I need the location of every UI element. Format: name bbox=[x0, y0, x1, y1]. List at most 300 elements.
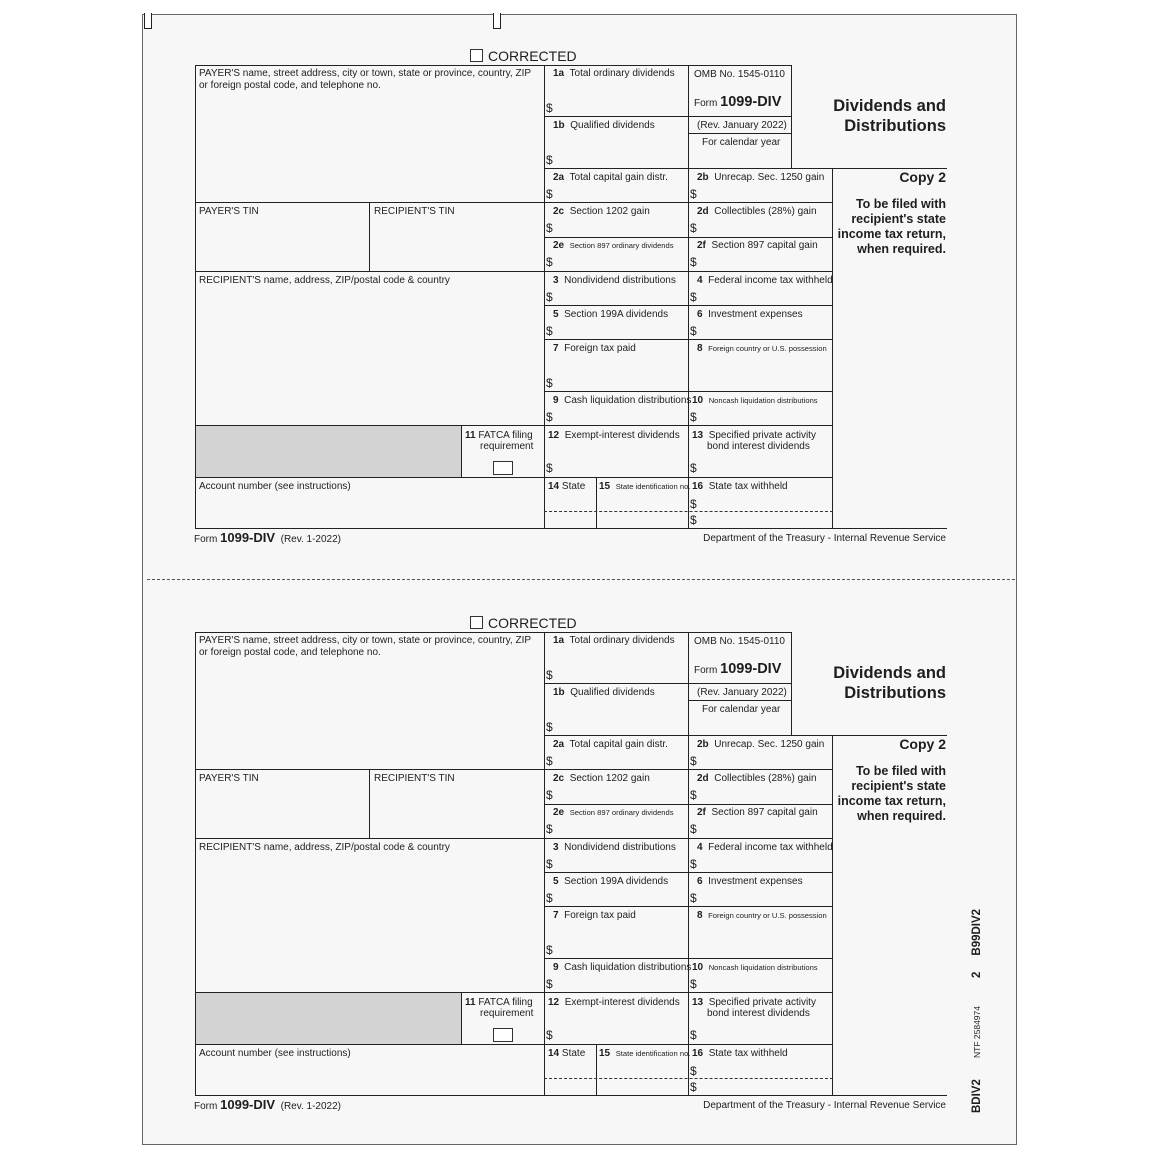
recipient-name-field[interactable] bbox=[197, 856, 542, 990]
form-grid-line bbox=[544, 735, 947, 736]
form-grid-line bbox=[195, 1095, 947, 1096]
box-7-dollar-sign: $ bbox=[546, 943, 553, 957]
text-part: 1099-DIV bbox=[220, 530, 276, 545]
text-part: Specified private activity bbox=[708, 997, 816, 1008]
box-16-field-line2[interactable] bbox=[700, 513, 830, 527]
box-2c-label bbox=[553, 206, 650, 218]
box-1a-field[interactable] bbox=[556, 667, 686, 681]
form-grid-line bbox=[832, 168, 833, 529]
box-7-label bbox=[553, 910, 636, 922]
form-grid-line bbox=[544, 305, 833, 306]
text-part: Cash liquidation distributions bbox=[564, 962, 692, 973]
text-part: 8 bbox=[697, 343, 703, 354]
text-part: 6 bbox=[697, 876, 703, 887]
text-part: State bbox=[561, 481, 586, 492]
recipient-tin-label: RECIPIENT'S TIN bbox=[374, 206, 455, 217]
box-10-field[interactable] bbox=[700, 409, 830, 423]
account-number-field[interactable] bbox=[197, 495, 542, 526]
box-8-label bbox=[697, 910, 827, 922]
payer-name-label: PAYER'S name, street address, city or town, state or province, country, ZIP bbox=[199, 635, 532, 646]
payer-name-field[interactable] bbox=[197, 662, 542, 767]
form-id bbox=[694, 661, 782, 677]
form-grid-line bbox=[791, 632, 792, 735]
text-part: Section 897 ordinary dividends bbox=[569, 241, 674, 250]
text-part: Nondividend distributions bbox=[564, 275, 676, 286]
form-grid-line bbox=[544, 804, 833, 805]
box-13-label bbox=[692, 430, 816, 442]
text-part: 15 bbox=[599, 1048, 611, 1059]
shaded-area bbox=[196, 426, 461, 477]
form-grid-line bbox=[544, 872, 833, 873]
box-16-field-line1[interactable] bbox=[700, 1062, 830, 1077]
box-9-dollar-sign: $ bbox=[546, 977, 553, 991]
box-13-dollar-sign: $ bbox=[690, 1028, 697, 1042]
text-part: 2b bbox=[697, 739, 709, 750]
text-part: 2b bbox=[697, 172, 709, 183]
text-part: Total ordinary dividends bbox=[569, 68, 675, 79]
form-grid-line bbox=[544, 683, 688, 684]
text-part: 5 bbox=[553, 309, 559, 320]
form-title-line2: Distributions bbox=[844, 117, 946, 135]
footer-department: Department of the Treasury - Internal Revenue Service bbox=[703, 533, 946, 544]
corrected-checkbox[interactable] bbox=[470, 616, 483, 629]
form-grid-line bbox=[461, 992, 462, 1044]
box-6-field[interactable] bbox=[700, 323, 830, 337]
text-part: State tax withheld bbox=[708, 481, 788, 492]
box-7-label bbox=[553, 343, 636, 355]
form-grid-line bbox=[195, 838, 833, 839]
box-1a-label bbox=[553, 68, 675, 80]
box-6-label bbox=[697, 309, 803, 321]
box-9-field[interactable] bbox=[556, 409, 686, 423]
copy-desc-line2: recipient's state bbox=[851, 212, 946, 226]
form-grid-line bbox=[544, 958, 833, 959]
payer-name-label: PAYER'S name, street address, city or town, state or province, country, ZIP bbox=[199, 68, 532, 79]
form-grid-line bbox=[195, 1044, 833, 1045]
box-12-label bbox=[548, 997, 680, 1009]
box-9-label bbox=[553, 962, 691, 974]
box-15-label bbox=[599, 1048, 690, 1060]
text-part: 14 bbox=[548, 481, 560, 492]
box-7-field[interactable] bbox=[556, 942, 686, 956]
form-grid-line bbox=[369, 769, 370, 838]
form-grid-line bbox=[791, 65, 792, 168]
box-4-field[interactable] bbox=[700, 856, 830, 870]
text-part: 9 bbox=[553, 395, 559, 406]
calendar-year-label: For calendar year bbox=[702, 137, 781, 148]
box-1b-field[interactable] bbox=[556, 719, 686, 733]
box-2d-dollar-sign: $ bbox=[690, 788, 697, 802]
corrected-label: CORRECTED bbox=[488, 48, 577, 64]
box-2c-dollar-sign: $ bbox=[546, 788, 553, 802]
side-code-bdiv2: BDIV2 bbox=[971, 1079, 983, 1113]
text-part: Investment expenses bbox=[708, 876, 803, 887]
box-2b-dollar-sign: $ bbox=[690, 754, 697, 768]
box-4-field[interactable] bbox=[700, 289, 830, 303]
box-2e-field[interactable] bbox=[556, 254, 686, 268]
payer-tin-label: PAYER'S TIN bbox=[199, 773, 259, 784]
box-1a-label bbox=[553, 635, 675, 647]
text-part: 7 bbox=[553, 910, 559, 921]
box-13-label bbox=[692, 997, 816, 1009]
box-12-dollar-sign: $ bbox=[546, 1028, 553, 1042]
box-2e-field[interactable] bbox=[556, 821, 686, 835]
recipient-name-field[interactable] bbox=[197, 289, 542, 423]
text-part: 13 bbox=[692, 997, 704, 1008]
box-4-dollar-sign: $ bbox=[690, 857, 697, 871]
text-part: 13 bbox=[692, 430, 704, 441]
text-part: Form bbox=[694, 665, 718, 676]
text-part: 2 bbox=[971, 971, 983, 978]
footer-department: Department of the Treasury - Internal Revenue Service bbox=[703, 1100, 946, 1111]
text-part: Foreign country or U.S. possession bbox=[708, 344, 827, 353]
form-grid-line bbox=[544, 237, 833, 238]
account-number-field[interactable] bbox=[197, 1062, 542, 1093]
payer-name-label-line2: or foreign postal code, and telephone no. bbox=[199, 80, 381, 91]
text-part: 10 bbox=[692, 395, 704, 406]
box-2f-field[interactable] bbox=[700, 821, 830, 835]
box-9-field[interactable] bbox=[556, 976, 686, 990]
text-part: 1b bbox=[553, 687, 565, 698]
corrected-checkbox[interactable] bbox=[470, 49, 483, 62]
box-12-field[interactable] bbox=[556, 460, 686, 475]
box-2a-field[interactable] bbox=[556, 186, 686, 200]
box-2d-field[interactable] bbox=[700, 220, 830, 234]
box-15-field-line2[interactable] bbox=[598, 513, 686, 527]
text-part: 1a bbox=[553, 635, 565, 646]
copy-desc-line4: when required. bbox=[857, 242, 946, 256]
text-part: Federal income tax withheld bbox=[708, 275, 833, 286]
text-part: Section 1202 gain bbox=[569, 773, 650, 784]
box-4-label bbox=[697, 842, 833, 854]
box-16-dollar-sign-1: $ bbox=[690, 1064, 697, 1078]
text-part: Collectibles (28%) gain bbox=[714, 773, 817, 784]
box-14-label bbox=[548, 1048, 585, 1060]
box-2d-field[interactable] bbox=[700, 787, 830, 801]
text-part: 11 bbox=[465, 997, 476, 1008]
text-part: (Rev. 1-2022) bbox=[280, 534, 342, 545]
corrected-label: CORRECTED bbox=[488, 615, 577, 631]
side-code-b99div2 bbox=[971, 909, 983, 978]
text-part: 3 bbox=[553, 842, 559, 853]
text-part: 14 bbox=[548, 1048, 560, 1059]
box-6-label bbox=[697, 876, 803, 888]
box-5-field[interactable] bbox=[556, 323, 686, 337]
box-1b-label bbox=[553, 687, 655, 699]
omb-number: OMB No. 1545-0110 bbox=[694, 69, 785, 80]
text-part: 1a bbox=[553, 68, 565, 79]
text-part: Exempt-interest dividends bbox=[564, 997, 680, 1008]
copy-desc-line1: To be filed with bbox=[855, 197, 946, 211]
form-grid-line bbox=[195, 271, 833, 272]
box-10-label bbox=[692, 962, 818, 974]
box-2b-label bbox=[697, 172, 824, 184]
box-1a-dollar-sign: $ bbox=[546, 668, 553, 682]
text-part: 10 bbox=[692, 962, 704, 973]
text-part: Form bbox=[694, 98, 718, 109]
box-2a-field[interactable] bbox=[556, 753, 686, 767]
payer-tin-field[interactable] bbox=[197, 787, 367, 836]
box-15-field-line2[interactable] bbox=[598, 1080, 686, 1094]
box-2a-label bbox=[553, 172, 668, 184]
text-part: State bbox=[561, 1048, 586, 1059]
box-13-field[interactable] bbox=[700, 460, 830, 475]
box-16-field-line1[interactable] bbox=[700, 495, 830, 510]
shaded-area bbox=[196, 993, 461, 1044]
fatca-label bbox=[465, 997, 533, 1009]
footer-form-id bbox=[194, 532, 341, 546]
box-2f-dollar-sign: $ bbox=[690, 822, 697, 836]
box-10-label bbox=[692, 395, 818, 407]
text-part: Foreign country or U.S. possession bbox=[708, 911, 827, 920]
text-part: Section 897 capital gain bbox=[711, 807, 818, 818]
box-3-dollar-sign: $ bbox=[546, 857, 553, 871]
form-title-line1: Dividends and bbox=[833, 97, 946, 115]
box-14-field-line1[interactable] bbox=[546, 1062, 594, 1077]
account-number-label: Account number (see instructions) bbox=[199, 1048, 351, 1059]
text-part: 1099-DIV bbox=[720, 661, 782, 677]
box-2c-dollar-sign: $ bbox=[546, 221, 553, 235]
box-12-field[interactable] bbox=[556, 1027, 686, 1042]
box-2a-dollar-sign: $ bbox=[546, 187, 553, 201]
text-part: 1099-DIV bbox=[720, 94, 782, 110]
recipient-tin-field[interactable] bbox=[372, 220, 542, 269]
box-2e-dollar-sign: $ bbox=[546, 822, 553, 836]
box-8-field[interactable] bbox=[691, 925, 831, 956]
text-part: State identification no. bbox=[615, 482, 691, 491]
box-1a-field[interactable] bbox=[556, 100, 686, 114]
text-part: B99DIV2 bbox=[971, 908, 983, 956]
box-5-dollar-sign: $ bbox=[546, 324, 553, 338]
fatca-checkbox[interactable] bbox=[493, 1028, 513, 1042]
box-2c-field[interactable] bbox=[556, 787, 686, 801]
calendar-year-label: For calendar year bbox=[702, 704, 781, 715]
text-part: 12 bbox=[548, 430, 560, 441]
text-part: 2d bbox=[697, 773, 709, 784]
text-part: 5 bbox=[553, 876, 559, 887]
text-part: Section 1202 gain bbox=[569, 206, 650, 217]
box-13-label-line2: bond interest dividends bbox=[707, 1008, 810, 1019]
text-part: 4 bbox=[697, 275, 703, 286]
text-part: Unrecap. Sec. 1250 gain bbox=[714, 172, 825, 183]
text-part: FATCA filing bbox=[478, 997, 533, 1008]
form-grid-line bbox=[461, 425, 462, 477]
form-title-line1: Dividends and bbox=[833, 664, 946, 682]
copy-label: Copy 2 bbox=[899, 736, 946, 752]
box-9-dollar-sign: $ bbox=[546, 410, 553, 424]
text-part: 12 bbox=[548, 997, 560, 1008]
box-4-label bbox=[697, 275, 833, 287]
box-2b-label bbox=[697, 739, 824, 751]
box-2b-field[interactable] bbox=[700, 753, 830, 767]
box-3-field[interactable] bbox=[556, 289, 686, 303]
box-13-dollar-sign: $ bbox=[690, 461, 697, 475]
box-16-dollar-sign-1: $ bbox=[690, 497, 697, 511]
box-12-label bbox=[548, 430, 680, 442]
text-part: 2a bbox=[553, 172, 565, 183]
box-6-field[interactable] bbox=[700, 890, 830, 904]
text-part: Section 897 ordinary dividends bbox=[569, 808, 674, 817]
box-5-field[interactable] bbox=[556, 890, 686, 904]
fatca-label bbox=[465, 430, 533, 442]
form-id bbox=[694, 94, 782, 110]
box-2c-field[interactable] bbox=[556, 220, 686, 234]
recipient-tin-label: RECIPIENT'S TIN bbox=[374, 773, 455, 784]
text-part: 6 bbox=[697, 309, 703, 320]
text-part: Investment expenses bbox=[708, 309, 803, 320]
account-number-label: Account number (see instructions) bbox=[199, 481, 351, 492]
text-part: 16 bbox=[692, 1048, 704, 1059]
text-part: Section 199A dividends bbox=[564, 876, 669, 887]
form-grid-line bbox=[195, 769, 833, 770]
text-part: Unrecap. Sec. 1250 gain bbox=[714, 739, 825, 750]
box-2b-field[interactable] bbox=[700, 186, 830, 200]
text-part: Section 897 capital gain bbox=[711, 240, 818, 251]
text-part: Qualified dividends bbox=[570, 687, 655, 698]
text-part: 8 bbox=[697, 910, 703, 921]
form-grid-line bbox=[544, 391, 833, 392]
box-2f-field[interactable] bbox=[700, 254, 830, 268]
text-part: Qualified dividends bbox=[570, 120, 655, 131]
box-10-dollar-sign: $ bbox=[690, 410, 697, 424]
box-13-field[interactable] bbox=[700, 1027, 830, 1042]
form-grid-line bbox=[195, 65, 792, 66]
box-3-label bbox=[553, 275, 676, 287]
copy-desc-line2: recipient's state bbox=[851, 779, 946, 793]
box-1b-label bbox=[553, 120, 655, 132]
box-6-dollar-sign: $ bbox=[690, 324, 697, 338]
box-6-dollar-sign: $ bbox=[690, 891, 697, 905]
fatca-label-line2: requirement bbox=[480, 1008, 534, 1019]
text-part: 2c bbox=[553, 773, 565, 784]
box-14-field-line2[interactable] bbox=[546, 1080, 594, 1094]
text-part: 1b bbox=[553, 120, 565, 131]
form-title-line2: Distributions bbox=[844, 684, 946, 702]
box-2b-dollar-sign: $ bbox=[690, 187, 697, 201]
copy-desc-line3: income tax return, bbox=[837, 227, 946, 241]
form-grid-line bbox=[544, 339, 833, 340]
text-part: Foreign tax paid bbox=[564, 910, 636, 921]
copy-desc-line4: when required. bbox=[857, 809, 946, 823]
text-part: Form bbox=[194, 1101, 218, 1112]
recipient-name-label: RECIPIENT'S name, address, ZIP/postal code & country bbox=[199, 275, 450, 286]
box-15-label bbox=[599, 481, 690, 493]
text-part: Section 199A dividends bbox=[564, 309, 669, 320]
form-grid-line bbox=[195, 202, 833, 203]
form-grid-line bbox=[369, 202, 370, 271]
box-14-field-line1[interactable] bbox=[546, 495, 594, 510]
form-grid-line bbox=[544, 168, 947, 169]
box-2c-label bbox=[553, 773, 650, 785]
box-10-field[interactable] bbox=[700, 976, 830, 990]
box-7-field[interactable] bbox=[556, 375, 686, 389]
copy-desc-line1: To be filed with bbox=[855, 764, 946, 778]
text-part: Cash liquidation distributions bbox=[564, 395, 692, 406]
copy-desc-line3: income tax return, bbox=[837, 794, 946, 808]
box-5-dollar-sign: $ bbox=[546, 891, 553, 905]
text-part: Total capital gain distr. bbox=[569, 172, 668, 183]
box-2e-label bbox=[553, 240, 674, 252]
text-part: Form bbox=[194, 534, 218, 545]
text-part: State identification no. bbox=[615, 1049, 691, 1058]
form-grid-line bbox=[544, 906, 833, 907]
text-part: Total ordinary dividends bbox=[569, 635, 675, 646]
form-grid-line bbox=[688, 133, 791, 134]
box-13-label-line2: bond interest dividends bbox=[707, 441, 810, 452]
text-part: Noncash liquidation distributions bbox=[708, 396, 818, 405]
text-part: State tax withheld bbox=[708, 1048, 788, 1059]
box-14-label bbox=[548, 481, 585, 493]
side-code-ntf: NTF 2584974 bbox=[972, 1006, 982, 1058]
box-2f-label bbox=[697, 807, 818, 819]
text-part: Nondividend distributions bbox=[564, 842, 676, 853]
text-part: 4 bbox=[697, 842, 703, 853]
recipient-name-label: RECIPIENT'S name, address, ZIP/postal code & country bbox=[199, 842, 450, 853]
box-16-dollar-sign-2: $ bbox=[690, 1080, 697, 1094]
form-grid-line bbox=[688, 683, 791, 684]
payer-tin-field[interactable] bbox=[197, 220, 367, 269]
text-part: 2c bbox=[553, 206, 565, 217]
box-2e-dollar-sign: $ bbox=[546, 255, 553, 269]
box-7-dollar-sign: $ bbox=[546, 376, 553, 390]
box-2a-label bbox=[553, 739, 668, 751]
omb-number: OMB No. 1545-0110 bbox=[694, 636, 785, 647]
box-1b-field[interactable] bbox=[556, 152, 686, 166]
recipient-tin-field[interactable] bbox=[372, 787, 542, 836]
box-2f-dollar-sign: $ bbox=[690, 255, 697, 269]
box-10-dollar-sign: $ bbox=[690, 977, 697, 991]
box-2e-label bbox=[553, 807, 674, 819]
text-part: 2f bbox=[697, 240, 706, 251]
text-part: 2a bbox=[553, 739, 565, 750]
text-part: Collectibles (28%) gain bbox=[714, 206, 817, 217]
box-14-field-line2[interactable] bbox=[546, 513, 594, 527]
box-16-field-line2[interactable] bbox=[700, 1080, 830, 1094]
fatca-checkbox[interactable] bbox=[493, 461, 513, 475]
text-part: 2e bbox=[553, 807, 565, 818]
box-16-label bbox=[692, 481, 788, 493]
box-3-label bbox=[553, 842, 676, 854]
text-part: 1099-DIV bbox=[220, 1097, 276, 1112]
box-2f-label bbox=[697, 240, 818, 252]
box-15-field-line1[interactable] bbox=[598, 495, 686, 510]
text-part: Foreign tax paid bbox=[564, 343, 636, 354]
form-grid-line bbox=[544, 116, 688, 117]
text-part: (Rev. 1-2022) bbox=[280, 1101, 342, 1112]
box-5-label bbox=[553, 309, 668, 321]
box-2d-label bbox=[697, 206, 817, 218]
text-part: 2d bbox=[697, 206, 709, 217]
box-1b-dollar-sign: $ bbox=[546, 153, 553, 167]
payer-name-field[interactable] bbox=[197, 95, 542, 200]
box-8-field[interactable] bbox=[691, 358, 831, 389]
text-part: 2f bbox=[697, 807, 706, 818]
text-part: Exempt-interest dividends bbox=[564, 430, 680, 441]
box-5-label bbox=[553, 876, 668, 888]
text-part: Specified private activity bbox=[708, 430, 816, 441]
form-copy-bottom bbox=[0, 567, 1160, 1127]
box-3-field[interactable] bbox=[556, 856, 686, 870]
box-2d-label bbox=[697, 773, 817, 785]
text-part: FATCA filing bbox=[478, 430, 533, 441]
form-copy-top bbox=[0, 0, 1160, 560]
text-part: 16 bbox=[692, 481, 704, 492]
box-4-dollar-sign: $ bbox=[690, 290, 697, 304]
box-15-field-line1[interactable] bbox=[598, 1062, 686, 1077]
form-grid-line bbox=[688, 116, 791, 117]
form-grid-line bbox=[195, 477, 833, 478]
footer-form-id bbox=[194, 1099, 341, 1113]
